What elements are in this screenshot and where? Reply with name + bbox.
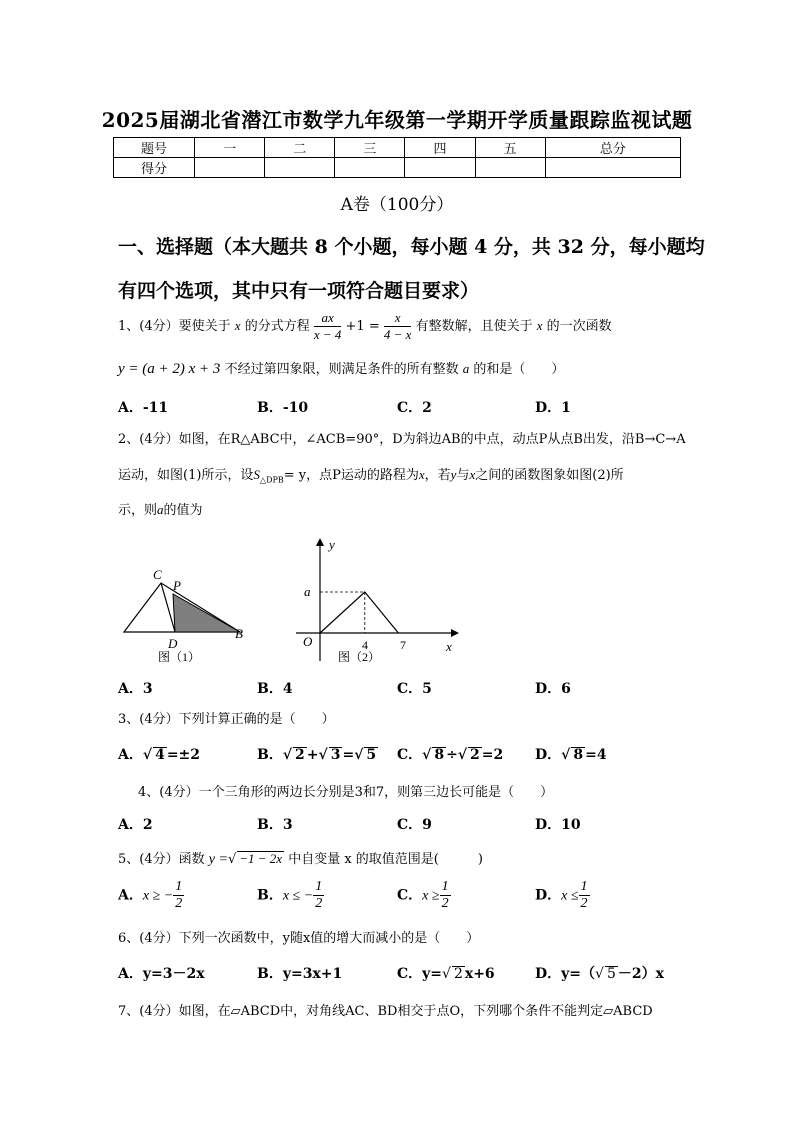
function-graph — [320, 592, 398, 633]
q1-line2-text: 不经过第四象限，则满足条件的所有整数 — [224, 362, 459, 377]
q5-radicand: −1 − 2x — [239, 851, 283, 866]
radicand: 8 — [434, 747, 445, 763]
radical-icon — [228, 852, 236, 867]
q1-frac2 — [384, 310, 412, 343]
relation: x ≤ — [561, 888, 579, 904]
q2-var-x2: x — [469, 467, 476, 482]
relation: x ≥ — [422, 888, 440, 904]
q1-prefix: 1、(4分）要使关于 — [118, 319, 231, 334]
q2-option-d[interactable]: D．6 — [535, 681, 571, 697]
radical-icon — [143, 747, 152, 763]
score-table-header-row — [114, 138, 681, 158]
fraction — [440, 879, 451, 912]
radicand: 5 — [606, 966, 616, 982]
fraction — [313, 879, 324, 912]
q5-option-c[interactable] — [397, 879, 451, 912]
q1-option-d[interactable]: D．1 — [535, 400, 571, 416]
score-table-score-row — [114, 158, 681, 178]
figure1-caption: 图（1） — [158, 650, 201, 662]
option-label: C． — [397, 887, 423, 904]
q6-option-d[interactable] — [535, 963, 664, 983]
radical-icon — [319, 747, 328, 763]
q5-option-b[interactable] — [257, 879, 324, 912]
option-label: B． — [257, 747, 283, 763]
option-label: A． — [118, 887, 143, 904]
q3-option-c[interactable] — [397, 744, 503, 764]
score-cell[interactable] — [545, 158, 680, 178]
q5-func-lhs: y = — [208, 852, 228, 867]
q5-stem — [118, 848, 483, 868]
option-label: B． — [257, 887, 283, 904]
radical-icon — [422, 747, 431, 763]
radicand: 2 — [453, 966, 463, 982]
q2-option-b[interactable]: B．4 — [257, 681, 293, 697]
tick-label-7: 7 — [400, 638, 406, 652]
option-label: D． — [535, 887, 562, 904]
section1-heading-line1: 一、选择题（本大题共 8 个小题，每小题 4 分，共 32 分，每小题均 — [118, 236, 705, 258]
q3-option-b[interactable] — [257, 744, 378, 764]
peak-label-a: a — [304, 584, 311, 599]
q1-frac1 — [314, 310, 342, 343]
header-cell: 二 — [265, 138, 335, 158]
q2-figure1 — [118, 560, 258, 662]
q1-plus1: +1 = — [345, 319, 380, 334]
x-axis-label: x — [446, 639, 452, 654]
q3-option-a[interactable] — [118, 744, 200, 764]
q1-after2: 的一次函数 — [546, 319, 612, 334]
q1-line1 — [118, 308, 612, 345]
fraction — [579, 879, 590, 912]
q1-var-x2: x — [536, 318, 543, 333]
q4-option-d[interactable]: D．10 — [535, 817, 581, 833]
operator: + — [306, 747, 319, 763]
q4-option-b[interactable]: B．3 — [257, 817, 293, 833]
q2-line2-a: 运动，如图(1)所示，设 — [118, 468, 254, 483]
q1-line2 — [118, 358, 564, 378]
q1-mid: 的分式方程 — [244, 319, 310, 334]
denominator: 2 — [580, 896, 588, 911]
score-cell[interactable] — [475, 158, 545, 178]
y-axis-label: y — [329, 537, 335, 552]
option-rest: =2 — [481, 747, 504, 763]
score-cell[interactable] — [195, 158, 265, 178]
label-p: P — [173, 578, 181, 593]
q6-stem: 6、(4分）下列一次函数中，y随x值的增大而减小的是（ ） — [118, 931, 480, 946]
y-axis-arrow — [316, 538, 324, 546]
origin-label: O — [303, 634, 313, 649]
header-cell: 题号 — [114, 138, 195, 158]
option-label: D． — [535, 747, 562, 763]
page-title: 2025届湖北省潜江市数学九年级第一学期开学质量跟踪监视试题 — [101, 108, 693, 132]
q2-line2-e: 之间的函数图象如图(2)所 — [475, 468, 624, 483]
q2-line3 — [118, 499, 203, 518]
header-cell: 一 — [195, 138, 265, 158]
option-label: C． — [397, 747, 423, 763]
q2-figure2 — [296, 534, 466, 662]
header-cell: 总分 — [545, 138, 680, 158]
score-cell[interactable] — [265, 158, 335, 178]
option-post: x+6 — [464, 966, 495, 982]
tick-label-4: 4 — [362, 638, 368, 652]
numerator: 1 — [441, 879, 449, 894]
shaded-triangle-dpb — [173, 594, 240, 632]
q2-var-a: a — [157, 502, 164, 517]
q1-var-x: x — [234, 318, 241, 333]
q1-var-a: a — [462, 361, 470, 376]
q6-option-b[interactable]: B．y=3x+1 — [257, 966, 343, 982]
q6-option-a[interactable]: A．y=3－2x — [118, 966, 205, 982]
numerator: 1 — [175, 879, 183, 894]
option-label: A． — [118, 747, 143, 763]
label-d: D — [168, 636, 178, 651]
radical-icon — [458, 747, 467, 763]
radical-icon — [561, 747, 570, 763]
q5-option-a[interactable] — [118, 879, 184, 912]
numerator: x — [384, 310, 412, 327]
relation: x ≤ − — [282, 888, 314, 904]
q5-stem-a: 5、(4分）函数 — [118, 852, 205, 867]
radical-icon — [442, 966, 451, 982]
radicand: 4 — [155, 747, 165, 763]
q3-option-d[interactable] — [535, 744, 607, 764]
label-b: B — [235, 626, 243, 641]
radicand: 2 — [295, 747, 305, 763]
q2-option-c[interactable]: C．5 — [397, 681, 432, 697]
option-pre: C．y= — [397, 966, 443, 982]
option-rest: =4 — [585, 747, 607, 763]
q2-var-y: y — [450, 467, 457, 482]
section-a-heading: A卷（100分） — [340, 195, 454, 215]
q2-line2-d: 与 — [456, 468, 470, 483]
q2-line3-b: 的值为 — [163, 503, 203, 518]
score-cell[interactable] — [335, 158, 405, 178]
q4-option-a[interactable]: A．2 — [118, 817, 153, 833]
q5-option-d[interactable] — [535, 879, 590, 912]
option-pre: D．y=（ — [535, 966, 596, 982]
q1-expr: y = (a + 2) x + 3 — [118, 361, 221, 377]
score-table — [113, 137, 681, 178]
q2-s-sub: △DPB — [259, 475, 284, 485]
radical-icon — [283, 747, 292, 763]
q2-var-x: x — [418, 467, 425, 482]
denominator: 4 − x — [383, 327, 412, 342]
header-cell: 五 — [475, 138, 545, 158]
radicand: 8 — [573, 747, 584, 763]
q1-option-b[interactable]: B．-10 — [257, 400, 309, 416]
option-rest: =±2 — [166, 747, 201, 763]
operator: = — [342, 747, 355, 763]
score-cell[interactable] — [405, 158, 475, 178]
radical-icon — [595, 966, 604, 982]
fraction — [173, 879, 184, 912]
q7-stem: 7、(4分）如图，在▱ABCD中，对角线AC、BD相交于点O，下列哪个条件不能判定▱ABCD — [118, 1004, 653, 1019]
q5-stem-b: 中自变量 x 的取值范围是( ) — [288, 852, 483, 867]
radicand: 2 — [470, 747, 480, 763]
q1-option-a[interactable]: A．-11 — [118, 400, 169, 416]
option-post: －2）x — [617, 966, 664, 982]
q2-line2-c: ，若 — [424, 468, 451, 483]
q2-line3-a: 示，则 — [118, 503, 158, 518]
q2-option-a[interactable]: A．3 — [118, 681, 153, 697]
denominator: 2 — [315, 896, 323, 911]
q1-option-c[interactable]: C．2 — [397, 400, 432, 416]
q2-line1: 2、(4分）如图，在R△ABC中，∠ACB=90°，D为斜边AB的中点，动点P从点B出发，沿B→C→A — [118, 432, 686, 447]
q2-line2-b: = y，点P运动的路程为 — [283, 468, 419, 483]
radical-icon — [354, 747, 363, 763]
relation: x ≥ − — [142, 888, 174, 904]
section1-heading-line2: 有四个选项，其中只有一项符合题目要求） — [118, 280, 480, 302]
label-c: C — [153, 567, 162, 582]
q6-option-c[interactable] — [397, 963, 495, 983]
radicand: 3 — [330, 747, 341, 763]
q3-stem: 3、(4分）下列计算正确的是（ ） — [118, 712, 335, 727]
header-cell: 三 — [335, 138, 405, 158]
q4-stem: 4、(4分）一个三角形的两边长分别是3和7，则第三边长可能是（ ） — [138, 785, 554, 800]
denominator: 2 — [441, 896, 449, 911]
numerator: ax — [314, 310, 342, 327]
q1-after: 有整数解，且使关于 — [415, 319, 533, 334]
denominator: x − 4 — [313, 327, 342, 342]
q2-line2 — [118, 464, 624, 485]
figure2-caption: 图（2） — [338, 650, 381, 662]
denominator: 2 — [175, 896, 183, 911]
x-axis-arrow — [451, 629, 459, 637]
operator: ÷ — [446, 747, 458, 763]
row-label: 得分 — [114, 158, 195, 178]
numerator: 1 — [580, 879, 588, 894]
q4-option-c[interactable]: C．9 — [397, 817, 432, 833]
q2-s-label: S — [253, 467, 260, 482]
numerator: 1 — [315, 879, 323, 894]
radicand: 5 — [366, 747, 377, 763]
q1-line2-end: 的和是（ ） — [473, 362, 565, 377]
header-cell: 四 — [405, 138, 475, 158]
